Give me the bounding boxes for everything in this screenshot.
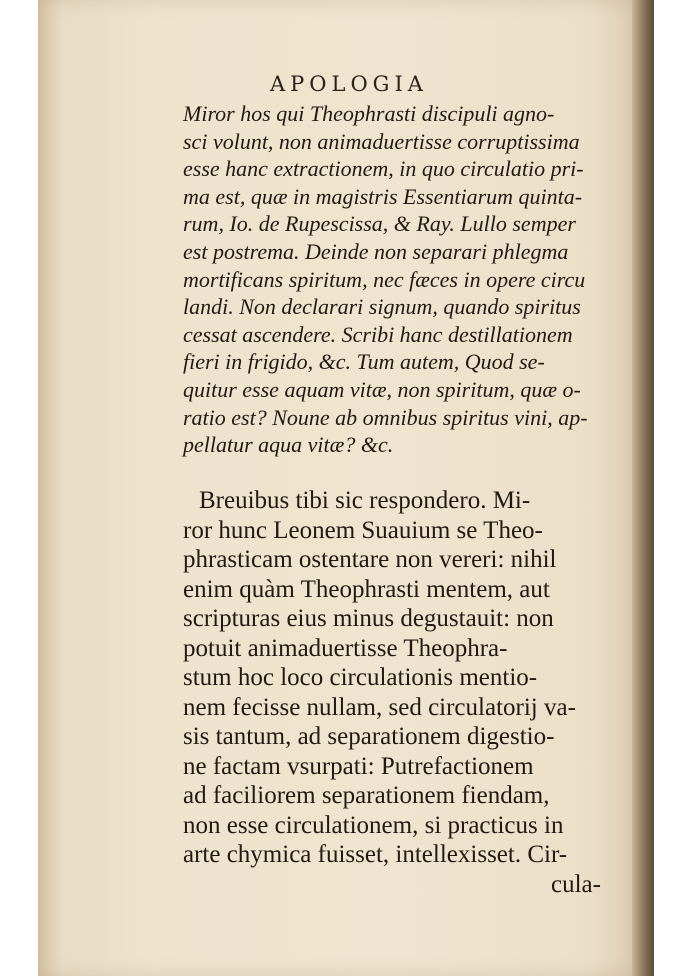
italic-line: mortificans spiritum, nec fæces in opere circu (183, 266, 586, 292)
roman-line: Breuibus tibi sic respondero. Mi- (199, 487, 531, 514)
italic-quotation (183, 100, 613, 459)
page-gutter-shadow (632, 0, 654, 976)
scan-margin (654, 0, 690, 976)
roman-line: non esse circulationem, si practicus in (183, 811, 564, 839)
roman-line: potuit animaduertisse Theophra- (183, 634, 508, 662)
response-paragraph (183, 486, 623, 899)
roman-line: scripturas eius minus degustauit: non (183, 605, 554, 632)
italic-line: pellatur aqua vitæ? &c. (183, 432, 394, 458)
italic-line: cessat ascendere. Scribi hanc destillationem (183, 321, 573, 347)
italic-line: ratio est? Noune ab omnibus spiritus vini, ap- (183, 404, 588, 430)
roman-line: phrasticam ostentare non vereri: nihil (183, 546, 557, 573)
italic-line: ma est, quæ in magistris Essentiarum quinta- (183, 183, 583, 209)
running-head: APOLOGIA (270, 72, 428, 96)
italic-line: rum, Io. de Rupescissa, & Ray. Lullo semper (183, 211, 576, 237)
roman-line: ne factam vsurpati: Putrefactionem (183, 752, 534, 780)
roman-line: arte chymica fuisset, intellexisset. Cir- (183, 841, 568, 868)
italic-line: quitur esse aquam vitæ, non spiritum, quæ o- (183, 376, 581, 402)
italic-line: landi. Non declarari signum, quando spiritus (183, 294, 581, 320)
italic-line: sci volunt, non animaduertisse corruptissima (183, 128, 580, 154)
roman-line: nem fecisse nullam, sed circulatorij va- (183, 693, 576, 721)
roman-line: stum hoc loco circulationis mentio- (183, 664, 538, 691)
roman-line: ad faciliorem separationem fiendam, (183, 782, 550, 809)
italic-line: Miror hos qui Theophrasti discipuli agno- (183, 101, 555, 126)
catchword: cula- (551, 870, 601, 898)
italic-line: esse hanc extractionem, in quo circulatio pri- (183, 156, 584, 182)
italic-line: est postrema. Deinde non separari phlegma (183, 238, 569, 264)
roman-line: ror hunc Leonem Suauium se Theo- (183, 516, 543, 544)
roman-line: sis tantum, ad separationem digestio- (183, 723, 555, 750)
roman-line: enim quàm Theophrasti mentem, aut (183, 575, 550, 603)
italic-line: fieri in frigido, &c. Tum autem, Quod se- (183, 349, 545, 375)
